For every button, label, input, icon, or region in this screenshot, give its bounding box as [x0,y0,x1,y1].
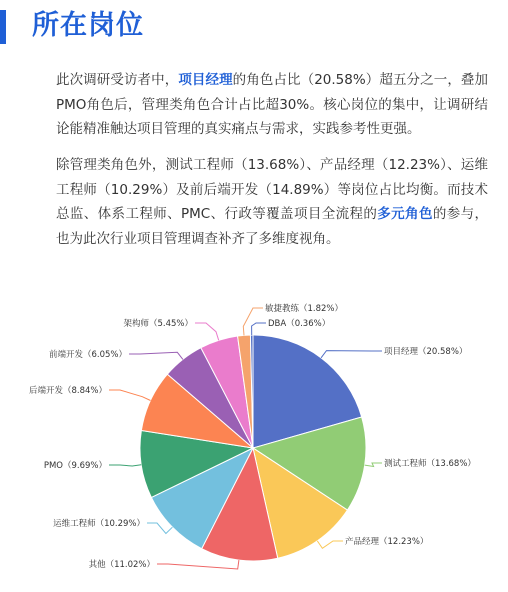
slice-label: 其他（11.02%） [88,560,155,570]
leader-line [252,323,266,335]
leader-line [317,541,343,548]
paragraph-text: 此次调研受访者中， [56,72,179,88]
paragraph-text: 的角色占比（20.58%）超五分之一，叠加PMO角色后，管理类角色合计占比超30%。核心岗位的集中，让调研结论能精准触达项目管理的真实痛点与需求，实践参考性更强。 [56,72,488,137]
highlight-text: 多元角色 [377,206,433,222]
slice-label: 前端开发（6.05%） [48,350,127,360]
leader-line [147,523,172,534]
slice-label: 后端开发（8.84%） [28,386,107,396]
pie-slices [140,335,366,561]
paragraph-text: 的参与，也为此次行业项目管理调查补齐了多维度视角。 [56,206,489,247]
slice-label: 敏捷教练（1.82%） [265,304,344,314]
slice-label: PMO（9.69%） [43,461,107,471]
role-pie-chart [0,290,508,590]
title-accent-bar [0,10,6,44]
leader-line [243,308,263,335]
slice-label: 产品经理（12.23%） [345,537,429,547]
detail-paragraph [56,153,488,251]
slice-label: DBA（0.36%） [268,319,331,329]
slice-label: 架构师（5.45%） [123,319,193,329]
leader-line [109,465,141,466]
leader-line [157,560,239,569]
leader-line [195,323,219,340]
slice-label: 项目经理（20.58%） [384,347,468,357]
intro-paragraph [56,68,488,142]
paragraph-text: 除管理类角色外，测试工程师（13.68%）、产品经理（12.23%）、运维工程师（10.29%）及前后端开发（14.89%）等岗位占比均衡。而技术总监、体系工程师、PMC、行政等覆盖项目全流程的 [56,157,488,222]
leader-line [321,351,382,358]
leader-line [365,463,382,467]
slice-label: 运维工程师（10.29%） [53,519,145,529]
leader-line [109,390,151,401]
page-title: 所在岗位 [32,10,144,41]
highlight-text: 项目经理 [178,72,233,88]
leader-line [129,352,183,359]
slice-label: 测试工程师（13.68%） [384,459,476,469]
